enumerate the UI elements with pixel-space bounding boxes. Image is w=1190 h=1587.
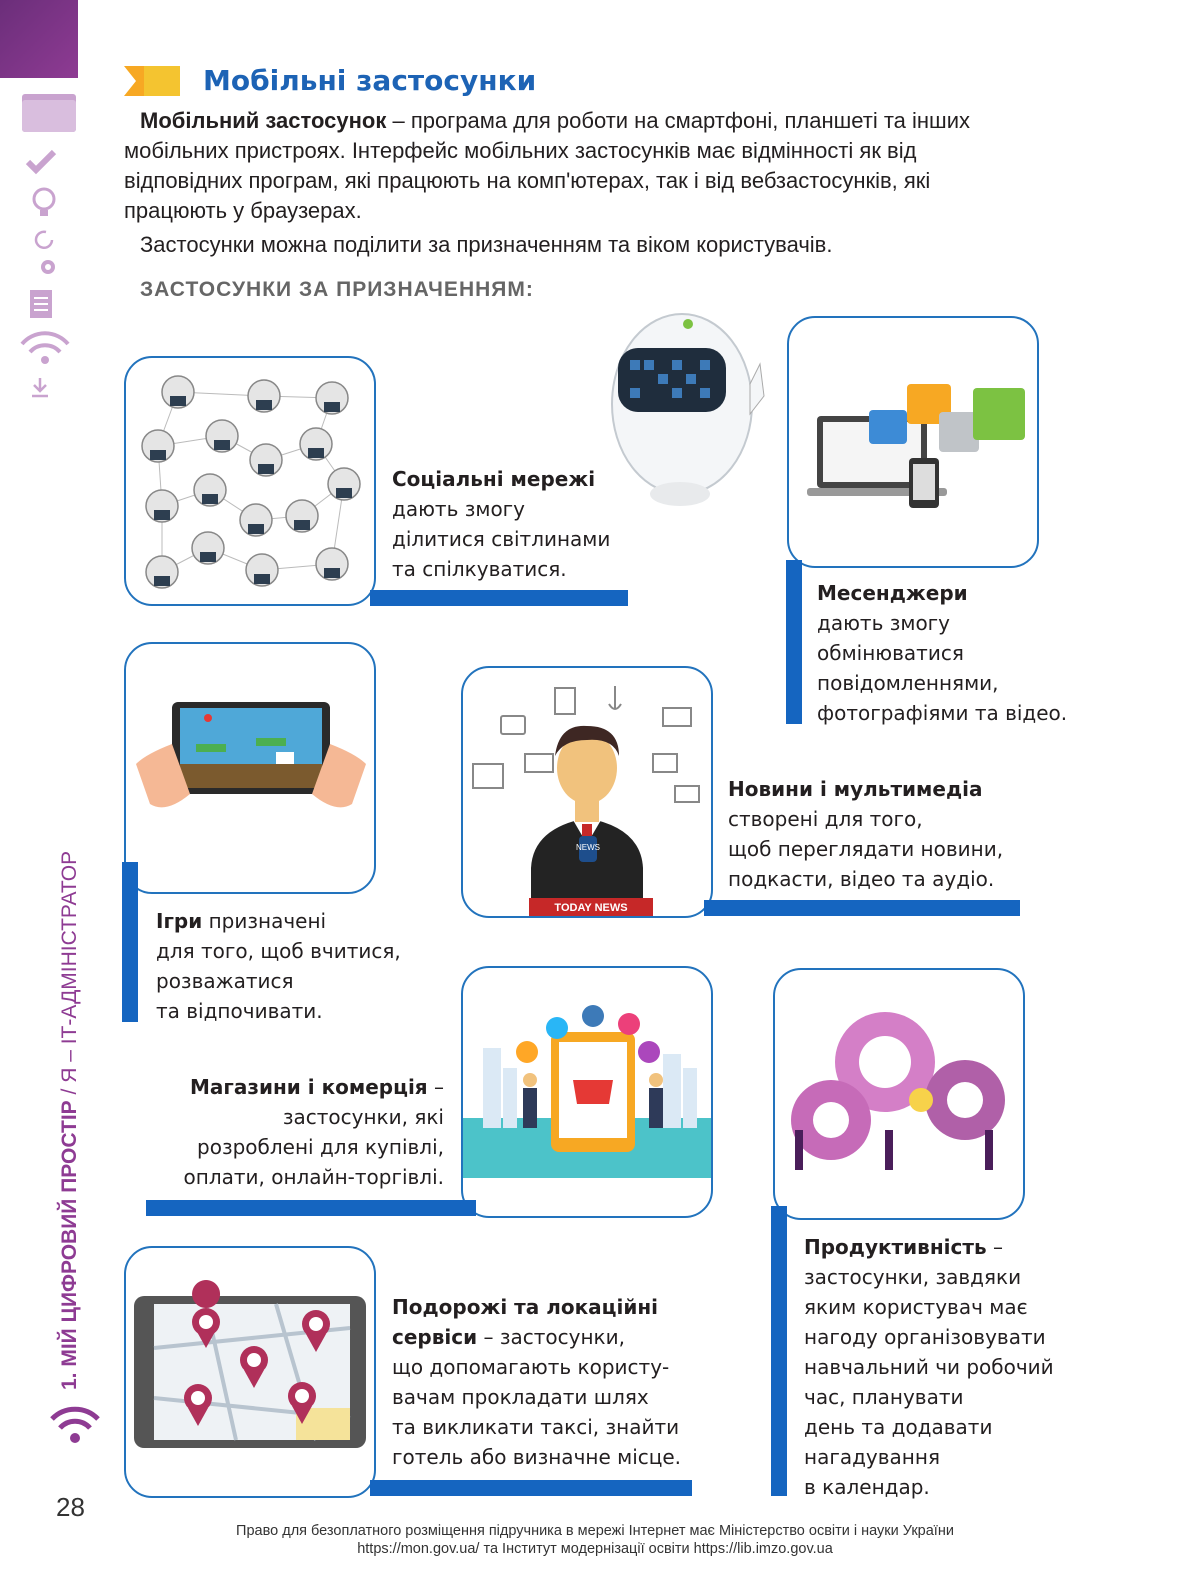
folder-icon <box>18 88 82 138</box>
today-news-caption: TODAY NEWS <box>554 902 628 914</box>
mic-news-label: NEWS <box>576 843 600 852</box>
page-number: 28 <box>56 1492 85 1522</box>
page-title: Мобільні застосунки <box>203 64 537 97</box>
footer-line-1: Право для безоплатного розміщення підручника в мережі Інтернет має Міністерство освіти і науки України <box>236 1523 954 1539</box>
robot-illustration <box>600 304 780 524</box>
messengers-card <box>787 316 1039 568</box>
refresh-icon <box>18 226 62 250</box>
shops-illustration <box>463 968 711 1216</box>
gear-icon <box>18 256 62 280</box>
section-label: 1. МІЙ ЦИФРОВИЙ ПРОСТІР / Я – ІТ-АДМІНІСТРАТОР <box>58 850 81 1390</box>
social-networks-text: Соціальні мережі дають змогу ділитися світлинами та спілкуватися. <box>392 467 611 581</box>
games-side-bar <box>122 862 138 1022</box>
bulb-icon <box>18 186 62 220</box>
social-underline-bar <box>370 590 628 606</box>
news-underline-bar <box>704 900 1020 916</box>
messengers-side-bar <box>786 560 802 724</box>
productivity-card <box>773 968 1025 1220</box>
shops-text: Магазини і комерція – застосунки, які розроблені для купівлі, оплати, онлайн-торгівлі. <box>183 1075 444 1189</box>
travel-text: Подорожі та локаційні сервіси – застосунки, що допомагають користу- вачам прокладати шлях та викликати таксі, знайти готель або визначне місце. <box>392 1295 682 1469</box>
footer-line-2: https://mon.gov.ua/ та Інститут модернізації освіти https://lib.imzo.gov.ua <box>357 1541 833 1557</box>
shops-underline-bar <box>146 1200 476 1216</box>
subheading: ЗАСТОСУНКИ ЗА ПРИЗНАЧЕННЯМ: <box>140 278 534 301</box>
news-card <box>461 666 713 918</box>
games-illustration <box>126 644 374 892</box>
messengers-illustration <box>789 318 1037 566</box>
news-illustration <box>463 668 711 916</box>
shops-card <box>461 966 713 1218</box>
news-text: Новини і мультимедіа створені для того, щоб переглядати новини, подкасти, відео та аудіо. <box>728 777 1004 891</box>
wifi-icon <box>18 328 72 368</box>
travel-underline-bar <box>370 1480 692 1496</box>
productivity-side-bar <box>771 1206 787 1496</box>
productivity-illustration <box>775 970 1023 1218</box>
productivity-text: Продуктивність – застосунки, завдяки яким користувач має нагоду організовувати навчальний чи робочий час, планувати день та додавати нагадування в календар. <box>804 1235 1054 1499</box>
checkmark-icon <box>18 148 62 178</box>
intro-paragraph-2: Застосунки можна поділити за призначенням та віком користувачів. <box>140 232 833 257</box>
social-networks-card <box>124 356 376 606</box>
footer <box>0 1522 1190 1558</box>
intro-paragraph: Мобільний застосунок – програма для роботи на смартфоні, планшеті та інших мобільних пристроях. Інтерфейс мобільних застосунків має відмінності як від відповідних програм, які працюють на комп'ютерах, так і від вебзастосунків, які працюють у браузерах. <box>124 108 970 223</box>
download-icon <box>18 376 62 400</box>
social-network-illustration <box>126 358 374 604</box>
games-card <box>124 642 376 894</box>
document-icon <box>18 288 62 320</box>
travel-map-illustration <box>126 1248 374 1496</box>
wifi-icon <box>48 1405 102 1449</box>
messengers-text: Месенджери дають змогу обмінюватися повідомленнями, фотографіями та відео. <box>817 581 1068 725</box>
intro-term: Мобільний застосунок <box>140 108 387 133</box>
title-flag-icon <box>124 66 180 96</box>
games-text: Ігри призначені для того, щоб вчитися, розважатися та відпочивати. <box>156 909 401 1023</box>
travel-card <box>124 1246 376 1498</box>
corner-tab <box>0 0 78 78</box>
